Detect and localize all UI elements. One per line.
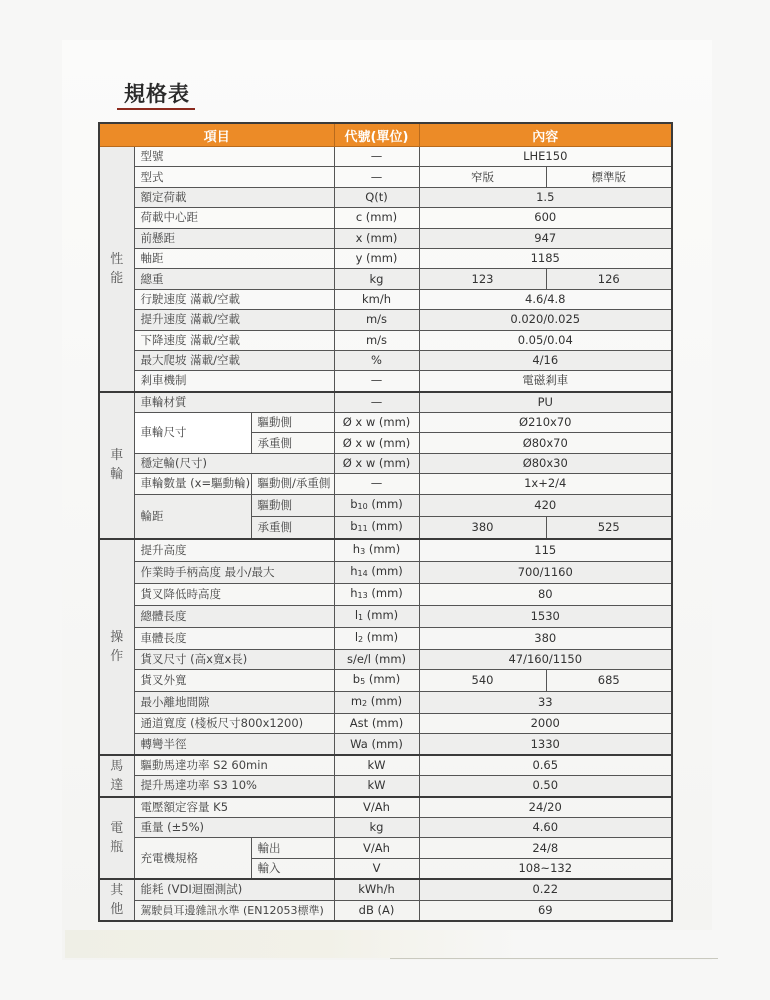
code-base: l [354,629,359,644]
code-cell: Q(t) [334,187,419,207]
value-cell: 1330 [419,734,672,755]
value-cell: 47/160/1150 [419,649,672,669]
table-row [99,494,672,516]
value-cell: 電磁剎車 [419,371,672,392]
code-cell: Ø x w (mm) [334,413,419,433]
header-content: 內容 [419,123,672,147]
table-row [99,714,672,734]
value-cell: 1185 [419,248,672,268]
value-cell: 540 [419,670,546,692]
code-base: h [350,563,358,578]
value-cell: 380 [419,516,546,539]
table-row [99,755,672,776]
value-cell: 1.5 [419,187,672,207]
section-label-other [99,879,134,921]
code-cell: c (mm) [334,208,419,228]
code-cell [334,605,419,627]
item-cell: 作業時手柄高度 最小/最大 [134,561,334,583]
section-text: 電 瓶 [110,820,124,855]
section-label-performance [99,147,134,392]
item-cell: 型號 [134,147,334,167]
sub-item-cell: 承重側 [251,433,334,453]
value-cell: 4/16 [419,350,672,370]
table-row [99,350,672,370]
value-cell: PU [419,392,672,413]
value-cell: 947 [419,228,672,248]
item-cell: 車輪材質 [134,392,334,413]
code-cell: — [334,147,419,167]
header-code: 代號(單位) [334,123,419,147]
code-cell: Wa (mm) [334,734,419,755]
item-cell: 總體長度 [134,605,334,627]
table-row [99,310,672,330]
table-row [99,474,672,494]
section-text: 車 輪 [110,448,124,483]
item-cell: 提升高度 [134,539,334,562]
item-cell: 前懸距 [134,228,334,248]
code-cell: V/Ah [334,838,419,858]
section-label-operation [99,539,134,755]
value-cell: Ø80x70 [419,433,672,453]
value-cell: 0.020/0.025 [419,310,672,330]
item-cell: 驅動馬達功率 S2 60min [134,755,334,776]
code-subscript: 2 [362,699,368,709]
code-base: b [350,496,358,511]
code-cell: V [334,858,419,879]
item-cell: 下降速度 滿載/空載 [134,330,334,350]
code-base: m [350,694,363,709]
table-row [99,879,672,900]
item-cell: 轉彎半徑 [134,734,334,755]
section-text: 性 能 [110,251,124,286]
value-cell: 24/8 [419,838,672,858]
item-cell: 貨叉尺寸 (高x寬x長) [134,649,334,669]
code-cell [334,670,419,692]
value-cell: 700/1160 [419,561,672,583]
code-subscript: 14 [357,568,368,578]
value-cell: 1530 [419,605,672,627]
code-cell: — [334,392,419,413]
code-cell [334,561,419,583]
code-cell: — [334,474,419,494]
table-header-row [99,123,672,147]
sub-item-cell: 驅動側 [251,494,334,516]
code-base: b [350,518,358,533]
item-cell: 貨叉降低時高度 [134,583,334,605]
value-cell: 窄版 [419,167,546,187]
section-label-battery [99,797,134,880]
table-row [99,539,672,562]
table-row [99,605,672,627]
value-cell: 380 [419,627,672,649]
code-cell: — [334,371,419,392]
code-subscript: 13 [357,590,368,600]
table-row [99,649,672,669]
value-cell: 600 [419,208,672,228]
code-unit: (mm) [367,563,403,578]
page-title: 規格表 [124,82,190,106]
table-row [99,392,672,413]
code-cell: Ø x w (mm) [334,453,419,473]
code-cell: — [334,167,419,187]
value-cell: 126 [546,269,672,289]
item-cell: 荷載中心距 [134,208,334,228]
code-cell: km/h [334,289,419,309]
table-row [99,670,672,692]
page-bottom-rule [390,958,718,959]
code-cell [334,494,419,516]
code-cell: % [334,350,419,370]
item-cell: 穩定輪(尺寸) [134,453,334,473]
item-cell: 總重 [134,269,334,289]
code-cell: kW [334,755,419,776]
value-cell: 0.22 [419,879,672,900]
section-text: 其 他 [110,883,124,918]
code-cell: x (mm) [334,228,419,248]
value-cell: 80 [419,583,672,605]
item-cell: 型式 [134,167,334,187]
value-cell: 2000 [419,714,672,734]
code-unit: (mm) [363,629,399,644]
page-bottom-shading [65,930,715,958]
item-cell: 車體長度 [134,627,334,649]
item-cell: 提升馬達功率 S3 10% [134,776,334,797]
sub-item-cell: 承重側 [251,516,334,539]
item-cell: 車輪尺寸 [134,413,251,454]
code-unit: (mm) [367,518,403,533]
item-cell: 行駛速度 滿載/空載 [134,289,334,309]
table-row [99,371,672,392]
code-base: h [352,541,361,556]
value-cell: 33 [419,692,672,714]
code-cell [334,692,419,714]
section-text: 馬 達 [110,758,124,793]
item-cell: 貨叉外寬 [134,670,334,692]
table-row [99,330,672,350]
item-cell: 能耗 (VDI迴圈測試) [134,879,334,900]
section-label-motor [99,755,134,797]
table-row [99,208,672,228]
section-label-wheels [99,392,134,539]
value-cell: 108~132 [419,858,672,879]
code-subscript: 3 [360,546,366,556]
code-cell: s/e/l (mm) [334,649,419,669]
item-cell: 通道寬度 (棧板尺寸800x1200) [134,714,334,734]
item-cell: 軸距 [134,248,334,268]
value-cell: 0.65 [419,755,672,776]
table-row [99,797,672,818]
value-cell: LHE150 [419,147,672,167]
table-row [99,838,672,858]
code-subscript: 11 [357,523,368,533]
value-cell: 123 [419,269,546,289]
code-cell: kg [334,269,419,289]
code-cell [334,539,419,562]
table-row [99,692,672,714]
code-unit: (mm) [367,694,403,709]
value-cell: 24/20 [419,797,672,818]
table-row [99,776,672,797]
table-row [99,147,672,167]
table-row [99,248,672,268]
sub-item-cell: 驅動側/承重側 [251,474,334,494]
code-cell: m/s [334,330,419,350]
value-cell: Ø210x70 [419,413,672,433]
value-cell: 525 [546,516,672,539]
item-cell: 最小離地間隙 [134,692,334,714]
table-row [99,228,672,248]
code-cell: kW [334,776,419,797]
table-row [99,734,672,755]
value-cell: 685 [546,670,672,692]
code-cell: kWh/h [334,879,419,900]
code-base: l [354,607,359,622]
code-cell: m/s [334,310,419,330]
table-row [99,453,672,473]
table-row [99,583,672,605]
value-cell: Ø80x30 [419,453,672,473]
sub-item-cell: 輸入 [251,858,334,879]
item-cell: 額定荷載 [134,187,334,207]
item-cell: 充電機規格 [134,838,251,879]
code-cell: Ø x w (mm) [334,433,419,453]
code-base: h [350,585,358,600]
item-cell: 電壓額定容量 K5 [134,797,334,818]
value-cell: 69 [419,900,672,921]
value-cell: 標準版 [546,167,672,187]
title-underline [117,108,195,110]
code-subscript: 2 [358,634,364,644]
code-unit: (mm) [365,672,401,687]
code-cell: y (mm) [334,248,419,268]
code-unit: (mm) [365,541,401,556]
value-cell: 4.6/4.8 [419,289,672,309]
code-subscript: 10 [357,501,368,511]
code-unit: (mm) [367,585,403,600]
value-cell: 1x+2/4 [419,474,672,494]
code-cell: Ast (mm) [334,714,419,734]
spec-table [98,122,673,922]
value-cell: 420 [419,494,672,516]
code-subscript: 1 [358,612,364,622]
code-unit: (mm) [363,607,399,622]
code-cell: dB (A) [334,900,419,921]
item-cell: 重量 (±5%) [134,817,334,837]
item-cell: 提升速度 滿載/空載 [134,310,334,330]
table-row [99,289,672,309]
sub-item-cell: 輸出 [251,838,334,858]
value-cell: 4.60 [419,817,672,837]
sub-item-cell: 驅動側 [251,413,334,433]
table-row [99,187,672,207]
item-cell: 輪距 [134,494,251,539]
code-cell [334,627,419,649]
table-row [99,561,672,583]
item-cell: 駕駛員耳邊雜訊水準 (EN12053標準) [134,900,334,921]
table-row [99,413,672,433]
table-row [99,627,672,649]
code-cell [334,583,419,605]
table-row [99,900,672,921]
code-cell [334,516,419,539]
value-cell: 0.50 [419,776,672,797]
item-cell: 剎車機制 [134,371,334,392]
value-cell: 0.05/0.04 [419,330,672,350]
header-item: 項目 [99,123,334,147]
code-base: b [352,672,361,687]
code-unit: (mm) [367,496,403,511]
table-row [99,817,672,837]
table-row [99,269,672,289]
table-row [99,167,672,187]
section-text: 操 作 [110,629,124,664]
code-cell: V/Ah [334,797,419,818]
item-cell: 最大爬坡 滿載/空載 [134,350,334,370]
item-cell: 車輪數量 (x=驅動輪) [134,474,251,494]
value-cell: 115 [419,539,672,562]
code-subscript: 5 [360,677,366,687]
code-cell: kg [334,817,419,837]
